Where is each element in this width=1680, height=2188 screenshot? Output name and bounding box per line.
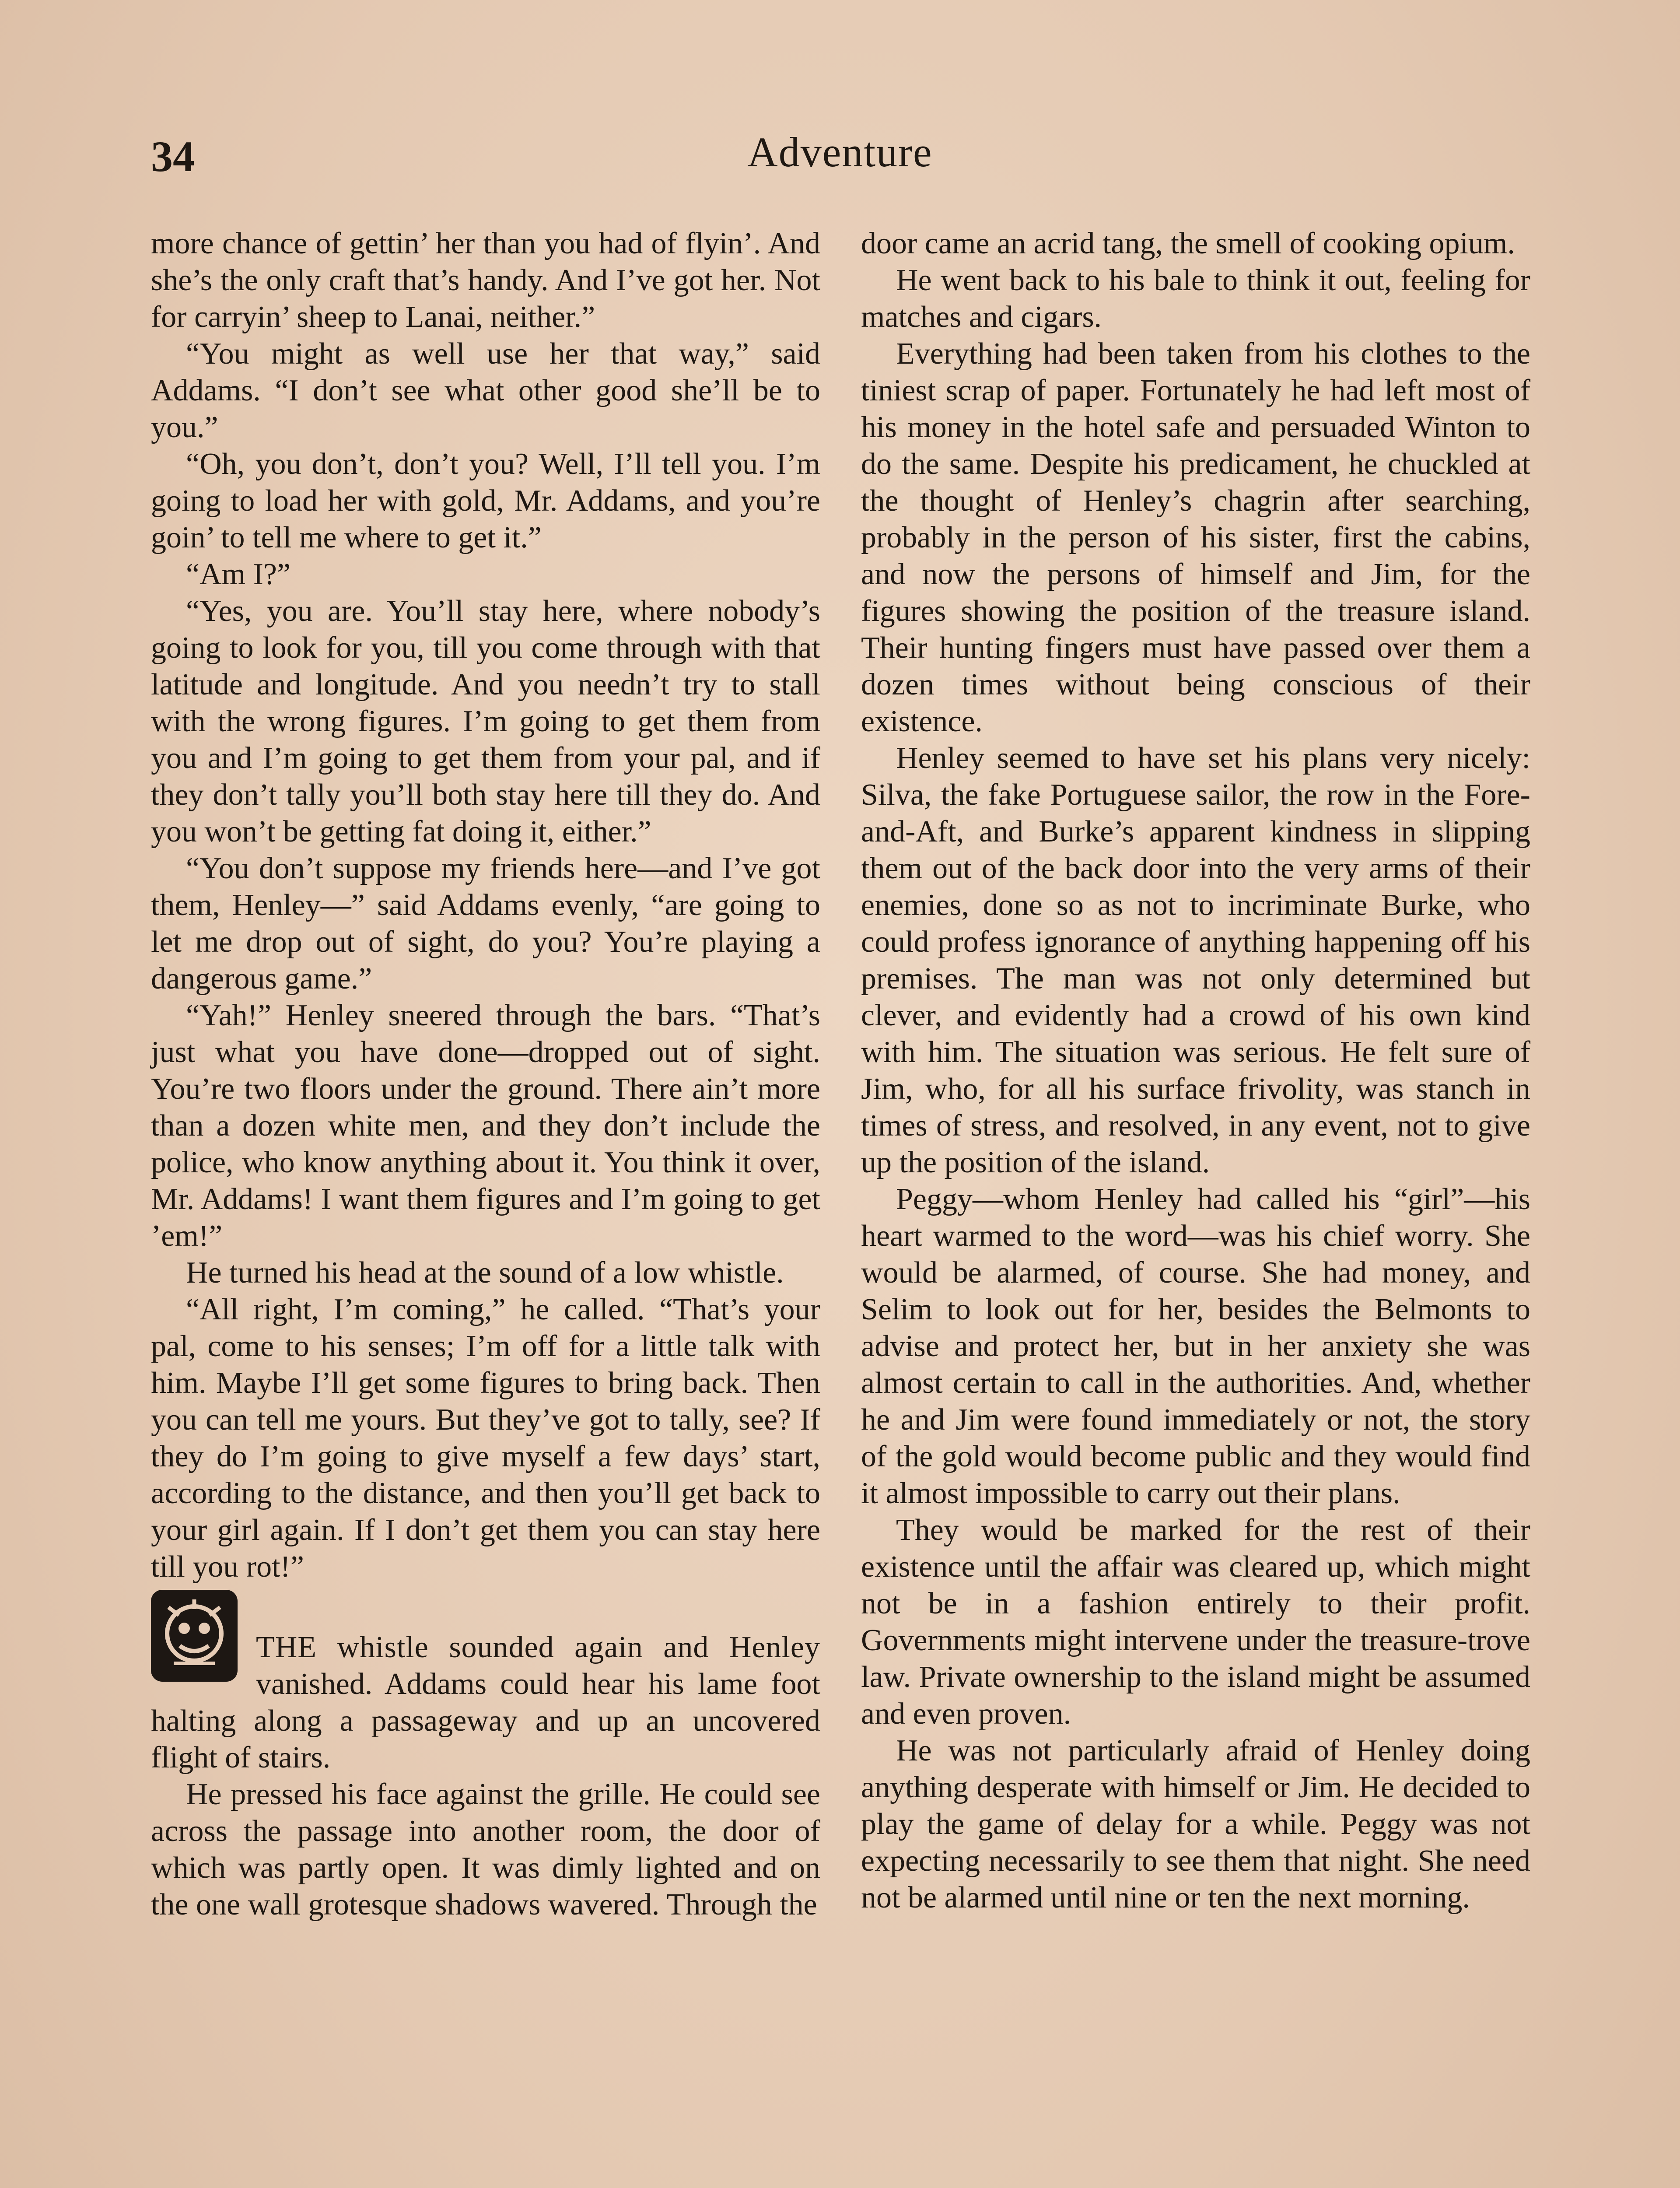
paragraph: “You might as well use her that way,” said Addams. “I don’t see what other good she’ll be to you.” <box>151 337 820 444</box>
paragraph: “Yah!” Henley sneered through the bars. “That’s just what you have done—dropped out of sight. You’re two floors under the ground. There ain’t more than a dozen white men, and they don’t include the police, who know anything about it. You think it over, Mr. Addams! I want them figures and I’m going to get ’em!” <box>151 999 820 1253</box>
paragraph: They would be marked for the rest of their existence until the affair was cleared up, which might not be in a fashion entirely to their profit. Governments might intervene under the treasure-trove law. Private ownership to the island might be assumed and even proven. <box>861 1513 1530 1731</box>
paragraph: Everything had been taken from his clothes to the tiniest scrap of paper. Fortunately he had left most of his money in the hotel safe and persuaded Winton to do the same. Despite his predicament, he chuckled at the thought of Henley’s chagrin after searching, probably in the person of his sister, first the cabins, and now the persons of himself and Jim, for the figures showing the position of the treasure island. Their hunting fingers must have passed over them a dozen times without being conscious of their existence. <box>861 337 1530 738</box>
page-number: 34 <box>151 132 195 181</box>
paragraph: He was not particularly afraid of Henley doing anything desperate with himself or Jim. He decided to play the game of delay for a while. Peggy was not expecting necessarily to see them that night. She need not be alarmed until nine or ten the next morning. <box>861 1734 1530 1914</box>
paragraph: “All right, I’m coming,” he called. “That’s your pal, come to his senses; I’m off for a little talk with him. Maybe I’ll get some figures to bring back. Then you can tell me yours. But they’ve got to tally, see? If they do I’m going to give myself a few days’ start, according to the distance, and then you’ll get back to your girl again. If I don’t get them you can stay here till you rot!” <box>151 1293 820 1584</box>
section-opening-paragraph: THE whistle sounded again and Henley vanished. Addams could hear his lame foot halting along a passageway and up an uncovered flight of stairs. <box>151 1630 820 1774</box>
right-column <box>861 225 1530 1916</box>
paragraph: “Yes, you are. You’ll stay here, where nobody’s going to look for you, till you come through with that latitude and longitude. And you needn’t try to stall with the wrong figures. I’m going to get them from you and I’m going to get them from your pal, and if they don’t tally you’ll both stay here till they do. And you won’t be getting fat doing it, either.” <box>151 594 820 849</box>
paragraph: “Oh, you don’t, don’t you? Well, I’ll tell you. I’m going to load her with gold, Mr. Addams, and you’re goin’ to tell me where to get it.” <box>151 447 820 554</box>
paragraph: He turned his head at the sound of a low whistle. <box>186 1256 784 1290</box>
magazine-title: Adventure <box>747 129 933 175</box>
paragraph: “Am I?” <box>186 558 291 591</box>
running-head <box>0 131 1680 184</box>
left-column <box>151 225 820 1923</box>
paragraph: He pressed his face against the grille. He could see across the passage into another room, the door of which was partly open. It was dimly lighted and on the one wall grotesque shadows wavered. Through the <box>151 1778 820 1922</box>
paragraph: door came an acrid tang, the smell of cooking opium. <box>861 227 1515 260</box>
paragraph: He went back to his bale to think it out, feeling for matches and cigars. <box>861 263 1530 334</box>
paragraph: “You don’t suppose my friends here—and I’ve got them, Henley—” said Addams evenly, “are going to let me drop out of sight, do you? You’re playing a dangerous game.” <box>151 852 820 996</box>
paragraph: Peggy—whom Henley had called his “girl”—his heart warmed to the word—was his chief worry. She would be alarmed, of course. She had money, and Selim to look out for her, besides the Belmonts to advise and protect her, but in her anxiety she was almost certain to call in the authorities. And, whether he and Jim were found immediately or not, the story of the gold would become public and they would find it almost impossible to carry out their plans. <box>861 1182 1530 1510</box>
section-ornament-icon <box>151 1590 238 1682</box>
paragraph: Henley seemed to have set his plans very nicely: Silva, the fake Portuguese sailor, the row in the Fore-and-Aft, and Burke’s apparent kindness in slipping them out of the back door into the very arms of their enemies, done so as not to incriminate Burke, who could profess ignorance of anything happening off his premises. The man was not only determined but clever, and evidently had a crowd of his own kind with him. The situation was serious. He felt sure of Jim, who, for all his surface frivolity, was stanch in times of stress, and resolved, in any event, not to give up the position of the island. <box>861 741 1530 1179</box>
paragraph: more chance of gettin’ her than you had of flyin’. And she’s the only craft that’s handy. And I’ve got her. Not for carryin’ sheep to Lanai, neither.” <box>151 227 820 334</box>
